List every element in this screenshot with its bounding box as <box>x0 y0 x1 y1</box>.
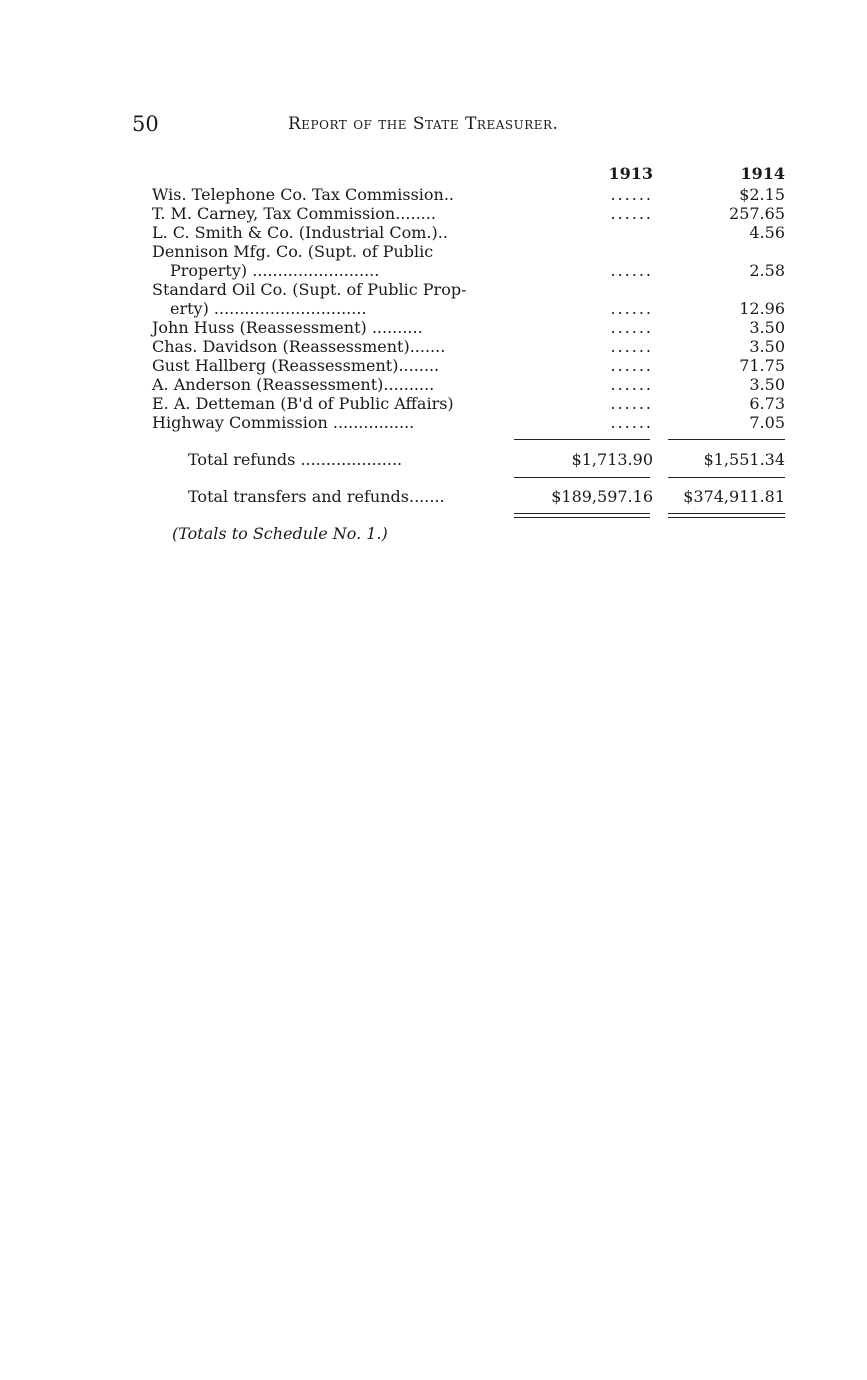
double-rule <box>668 513 785 518</box>
total-refunds-label: Total refunds .................... <box>188 450 403 469</box>
value-1913: ...... <box>610 356 653 375</box>
table-row <box>0 261 867 280</box>
table-row <box>0 375 867 394</box>
row-label: Highway Commission ................ <box>152 413 415 432</box>
table-row <box>0 337 867 356</box>
value-1913: ...... <box>610 318 653 337</box>
row-label: A. Anderson (Reassessment).......... <box>152 375 435 394</box>
total-transfers-1914: $374,911.81 <box>683 487 785 506</box>
row-label: Dennison Mfg. Co. (Supt. of Public <box>152 242 434 261</box>
row-label: Gust Hallberg (Reassessment)........ <box>152 356 440 375</box>
table-row <box>0 299 867 318</box>
column-header-1913: 1913 <box>608 164 653 183</box>
table-row <box>0 223 867 242</box>
schedule-note: (Totals to Schedule No. 1.) <box>172 524 388 543</box>
row-label: T. M. Carney, Tax Commission........ <box>152 204 436 223</box>
value-1913: ...... <box>610 261 653 280</box>
value-1914: $2.15 <box>739 185 785 204</box>
value-1914: 3.50 <box>749 318 785 337</box>
row-label: L. C. Smith & Co. (Industrial Com.).. <box>152 223 448 242</box>
column-rule <box>514 477 650 478</box>
table-row <box>0 413 867 432</box>
column-rule <box>668 439 785 440</box>
table-row <box>0 356 867 375</box>
value-1914: 4.56 <box>749 223 785 242</box>
running-head: Report of the State Treasurer. <box>288 114 559 134</box>
value-1913: ...... <box>610 185 653 204</box>
row-label: Property) ......................... <box>170 261 380 280</box>
table-row <box>0 318 867 337</box>
table-row <box>0 185 867 204</box>
double-rule <box>514 513 650 518</box>
row-label: Wis. Telephone Co. Tax Commission.. <box>152 185 455 204</box>
value-1914: 12.96 <box>739 299 785 318</box>
value-1914: 6.73 <box>749 394 785 413</box>
total-refunds-1914: $1,551.34 <box>703 450 785 469</box>
value-1913: ...... <box>610 375 653 394</box>
column-header-1914: 1914 <box>740 164 785 183</box>
value-1913: ...... <box>610 204 653 223</box>
column-rule <box>514 439 650 440</box>
total-transfers-row <box>0 487 867 506</box>
table-row <box>0 204 867 223</box>
row-label: Chas. Davidson (Reassessment)....... <box>152 337 446 356</box>
value-1913: ...... <box>610 337 653 356</box>
row-label: John Huss (Reassessment) .......... <box>152 318 423 337</box>
page-number: 50 <box>132 112 159 136</box>
table-row <box>0 242 867 261</box>
value-1914: 2.58 <box>749 261 785 280</box>
row-label: Standard Oil Co. (Supt. of Public Prop- <box>152 280 467 299</box>
value-1913: ...... <box>610 394 653 413</box>
value-1913: ...... <box>610 299 653 318</box>
total-refunds-row <box>0 450 867 469</box>
value-1914: 3.50 <box>749 337 785 356</box>
value-1914: 71.75 <box>739 356 785 375</box>
value-1914: 257.65 <box>729 204 785 223</box>
table-row <box>0 394 867 413</box>
column-rule <box>668 477 785 478</box>
total-refunds-1913: $1,713.90 <box>571 450 653 469</box>
value-1913: ...... <box>610 413 653 432</box>
value-1914: 3.50 <box>749 375 785 394</box>
row-label: erty) .............................. <box>170 299 367 318</box>
row-label: E. A. Detteman (B'd of Public Affairs) <box>152 394 454 413</box>
total-transfers-label: Total transfers and refunds....... <box>188 487 445 506</box>
total-transfers-1913: $189,597.16 <box>551 487 653 506</box>
value-1914: 7.05 <box>749 413 785 432</box>
table-row <box>0 280 867 299</box>
